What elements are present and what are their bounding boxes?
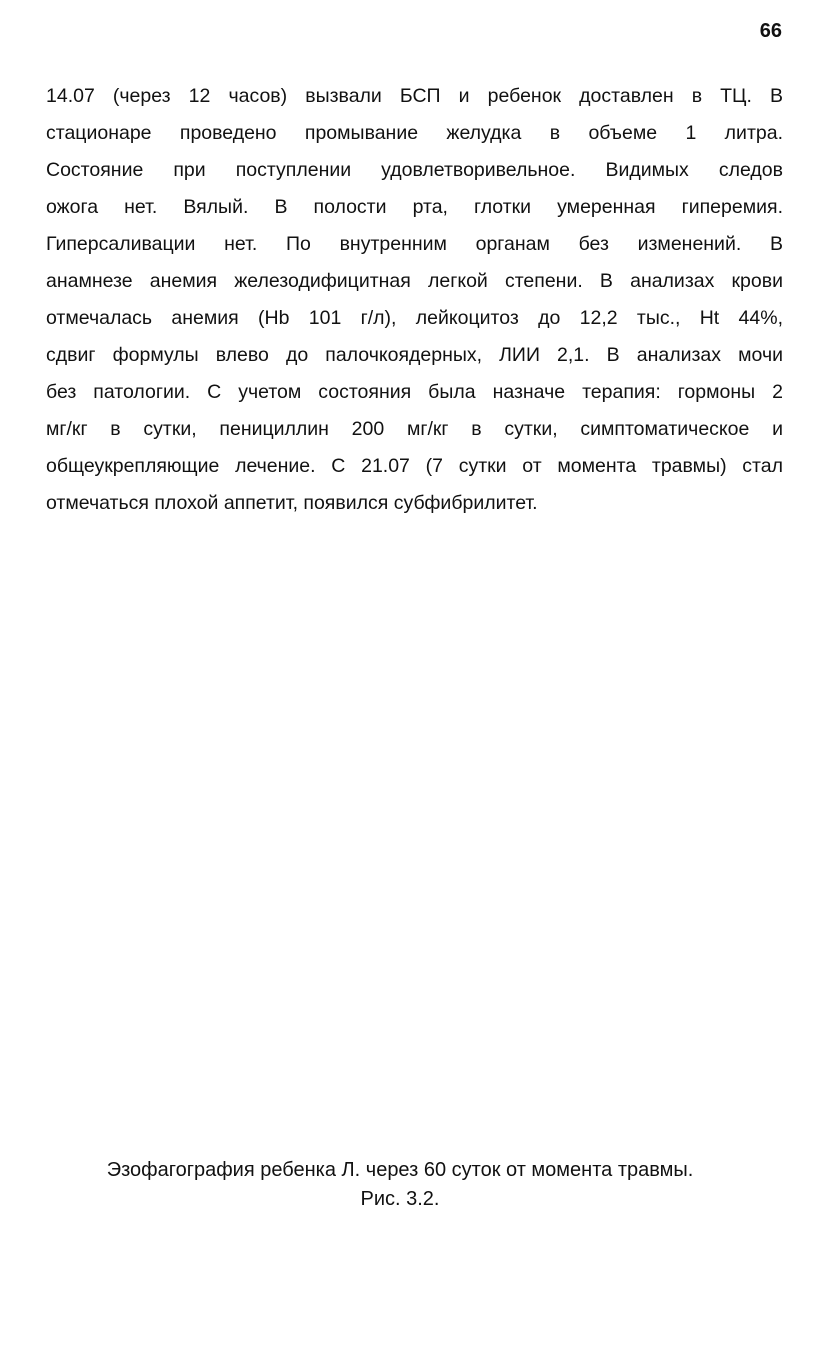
- text-line: отмечаться плохой аппетит, появился субфибрилитет.: [46, 492, 538, 514]
- text-line: 14.07 (через 12 часов) вызвали БСП и ребенок доставлен в ТЦ. В: [46, 85, 783, 107]
- caption-label: Рис. 3.2.: [360, 1188, 440, 1210]
- figure-caption: [0, 1156, 800, 1214]
- text-line: без патологии. С учетом состояния была назначе терапия: гормоны 2: [46, 381, 783, 403]
- page-number: 66: [759, 20, 782, 42]
- text-line: сдвиг формулы влево до палочкоядерных, ЛИИ 2,1. В анализах мочи: [46, 344, 783, 366]
- text-line: анамнезе анемия железодифицитная легкой степени. В анализах крови: [46, 270, 783, 292]
- text-line: ожога нет. Вялый. В полости рта, глотки умеренная гиперемия.: [46, 196, 783, 218]
- figure-placeholder: [46, 530, 783, 1130]
- text-line: общеукрепляющие лечение. С 21.07 (7 сутки от момента травмы) стал: [46, 455, 783, 477]
- text-line: отмечалась анемия (Hb 101 г/л), лейкоцитоз до 12,2 тыс., Ht 44%,: [46, 307, 783, 329]
- text-line: стационаре проведено промывание желудка в объеме 1 литра.: [46, 122, 783, 144]
- text-line: Гиперсаливации нет. По внутренним органам без изменений. В: [46, 233, 783, 255]
- text-line: Состояние при поступлении удовлетворивельное. Видимых следов: [46, 159, 783, 181]
- body-text: [46, 78, 783, 522]
- text-line: мг/кг в сутки, пенициллин 200 мг/кг в сутки, симптоматическое и: [46, 418, 783, 440]
- caption-title: Эзофагография ребенка Л. через 60 суток от момента травмы.: [106, 1159, 694, 1181]
